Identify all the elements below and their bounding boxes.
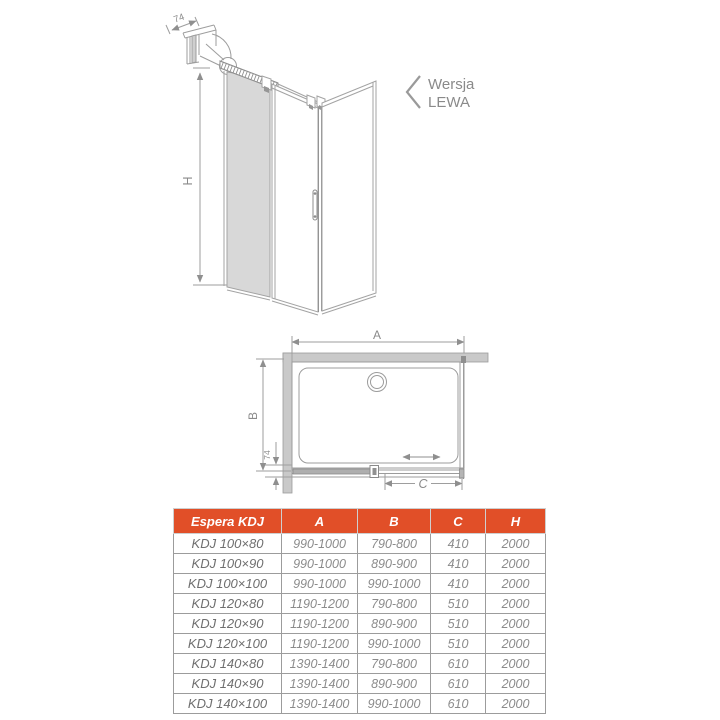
table-row xyxy=(174,574,546,594)
wall-left xyxy=(283,353,292,493)
table-row xyxy=(174,654,546,674)
door-dim-label: C xyxy=(418,477,428,491)
table-header-row xyxy=(174,509,546,534)
c-cell: 610 xyxy=(431,694,486,714)
c-cell: 410 xyxy=(431,554,486,574)
a-cell: 990-1000 xyxy=(282,534,358,554)
table-row xyxy=(174,594,546,614)
a-cell: 1190-1200 xyxy=(282,594,358,614)
b-cell: 890-900 xyxy=(358,614,431,634)
threshold-dim-label: 74 xyxy=(262,450,272,460)
dimensions-table xyxy=(173,508,546,714)
h-cell: 2000 xyxy=(486,554,546,574)
c-cell: 610 xyxy=(431,654,486,674)
model-cell: KDJ 120×80 xyxy=(174,594,282,614)
version-label-line1: Wersja xyxy=(428,76,475,93)
a-cell: 1190-1200 xyxy=(282,614,358,634)
table-row xyxy=(174,614,546,634)
wall-top xyxy=(283,353,488,362)
a-cell: 1390-1400 xyxy=(282,654,358,674)
fixed-glass-panel xyxy=(227,72,270,297)
model-cell: KDJ 100×90 xyxy=(174,554,282,574)
model-cell: KDJ 100×80 xyxy=(174,534,282,554)
depth-dim-label: B xyxy=(246,411,260,421)
table-row xyxy=(174,534,546,554)
h-cell: 2000 xyxy=(486,634,546,654)
model-cell: KDJ 100×100 xyxy=(174,574,282,594)
b-cell: 790-800 xyxy=(358,654,431,674)
a-cell: 1390-1400 xyxy=(282,674,358,694)
h-cell: 2000 xyxy=(486,694,546,714)
h-cell: 2000 xyxy=(486,574,546,594)
a-cell: 1190-1200 xyxy=(282,634,358,654)
height-dim-label: H xyxy=(181,176,195,186)
c-cell: 510 xyxy=(431,594,486,614)
b-cell: 790-800 xyxy=(358,594,431,614)
version-label-line2: LEWA xyxy=(428,94,470,111)
model-cell: KDJ 120×90 xyxy=(174,614,282,634)
h-cell: 2000 xyxy=(486,594,546,614)
b-cell: 990-1000 xyxy=(358,634,431,654)
shower-enclosure xyxy=(220,61,376,315)
model-cell: KDJ 140×90 xyxy=(174,674,282,694)
table-title: Espera KDJ xyxy=(174,509,282,534)
a-cell: 1390-1400 xyxy=(282,694,358,714)
c-cell: 510 xyxy=(431,614,486,634)
version-label xyxy=(407,76,475,111)
table-row xyxy=(174,554,546,574)
b-cell: 890-900 xyxy=(358,554,431,574)
shower-tray xyxy=(292,356,466,479)
width-dim-label: A xyxy=(372,328,382,342)
table-row xyxy=(174,694,546,714)
b-cell: 890-900 xyxy=(358,674,431,694)
h-cell: 2000 xyxy=(486,674,546,694)
model-cell: KDJ 140×80 xyxy=(174,654,282,674)
table-row xyxy=(174,674,546,694)
dimension-height xyxy=(193,68,227,285)
h-cell: 2000 xyxy=(486,654,546,674)
b-cell: 990-1000 xyxy=(358,574,431,594)
c-cell: 510 xyxy=(431,634,486,654)
perspective-drawing xyxy=(160,0,505,335)
iso-profile-dim-label: 74 xyxy=(172,11,186,26)
sliding-door-panel xyxy=(272,84,318,312)
c-cell: 610 xyxy=(431,674,486,694)
column-header-a: A xyxy=(282,509,358,534)
c-cell: 410 xyxy=(431,574,486,594)
column-header-b: B xyxy=(358,509,431,534)
column-header-c: C xyxy=(431,509,486,534)
h-cell: 2000 xyxy=(486,614,546,634)
side-glass-panel xyxy=(322,81,376,311)
model-cell: KDJ 140×100 xyxy=(174,694,282,714)
h-cell: 2000 xyxy=(486,534,546,554)
a-cell: 990-1000 xyxy=(282,574,358,594)
b-cell: 990-1000 xyxy=(358,694,431,714)
model-cell: KDJ 120×100 xyxy=(174,634,282,654)
c-cell: 410 xyxy=(431,534,486,554)
sliding-door-plan xyxy=(293,469,371,474)
column-header-h: H xyxy=(486,509,546,534)
left-version-chevron-icon xyxy=(407,76,420,108)
a-cell: 990-1000 xyxy=(282,554,358,574)
b-cell: 790-800 xyxy=(358,534,431,554)
table-row xyxy=(174,634,546,654)
plan-drawing xyxy=(240,325,525,515)
